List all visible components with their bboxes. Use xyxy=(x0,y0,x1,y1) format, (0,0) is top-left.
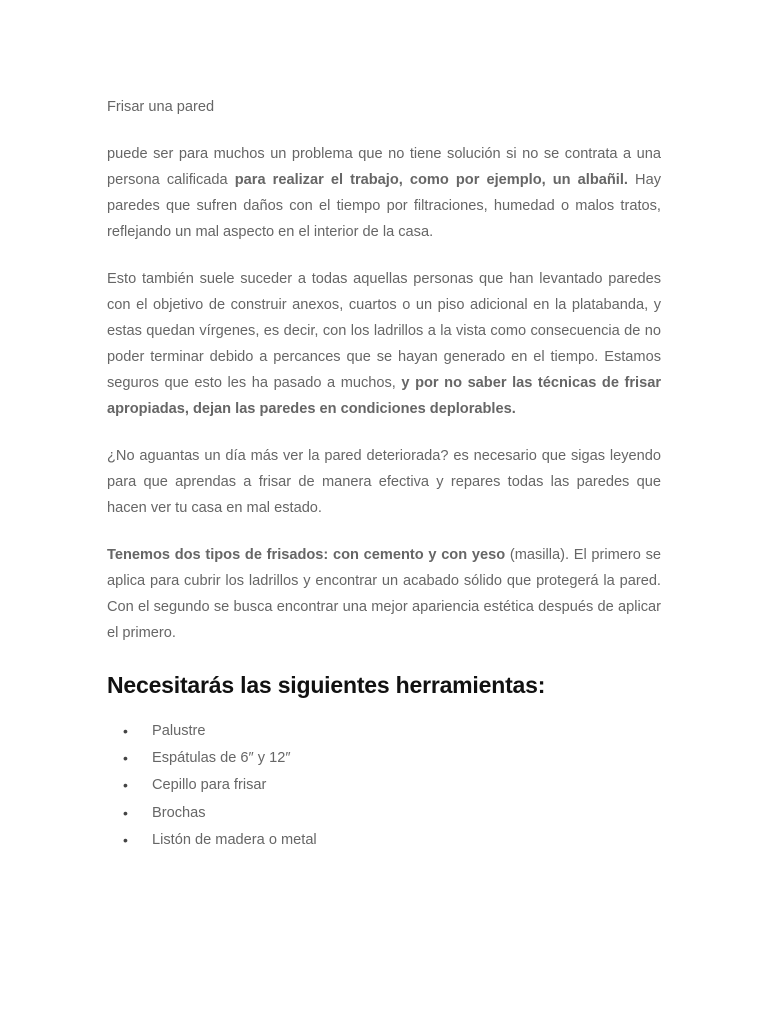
list-item-label: Cepillo para frisar xyxy=(152,777,267,794)
list-item-label: Palustre xyxy=(152,723,206,739)
paragraph-4-bold: Tenemos dos tipos de frisados: con cemento y con yeso xyxy=(107,547,506,563)
tools-list xyxy=(107,718,661,854)
list-item-label: Listón de madera o metal xyxy=(152,831,317,848)
tools-heading: Necesitarás las siguientes herramientas: xyxy=(107,672,546,698)
bullet-icon: • xyxy=(123,831,128,848)
list-item xyxy=(107,800,661,827)
paragraph-2 xyxy=(107,266,661,422)
article xyxy=(107,96,661,854)
paragraph-1-bold: para realizar el trabajo, como por ejemplo, un albañil. xyxy=(234,172,628,188)
list-item xyxy=(107,745,661,772)
paragraph-1-text-a: puede ser para muchos un problema que no tiene solución si no se contrata a una persona calificada xyxy=(107,146,661,188)
list-item-label: Espátulas de 6″ y 12″ xyxy=(152,750,291,767)
bullet-icon: • xyxy=(123,723,128,739)
list-item xyxy=(107,827,661,854)
bullet-icon: • xyxy=(123,804,128,821)
paragraph-1-text-b: Hay paredes que sufren daños con el tiempo por filtraciones, humedad o malos tratos, reflejando un mal aspecto en el interior de la casa. xyxy=(107,172,661,240)
bullet-icon: • xyxy=(123,750,128,767)
list-item xyxy=(107,772,661,799)
paragraph-4 xyxy=(107,542,661,646)
paragraph-1 xyxy=(107,141,661,245)
paragraph-2-bold: y por no saber las técnicas de frisar apropiadas, dejan las paredes en condiciones deplorables. xyxy=(107,375,662,417)
list-item xyxy=(107,718,661,745)
paragraph-3: ¿No aguantas un día más ver la pared deteriorada? es necesario que sigas leyendo para que aprendas a frisar de manera efectiva y repares todas las paredes que hacen ver tu casa en mal estado. xyxy=(107,448,661,516)
intro-title: Frisar una pared xyxy=(107,99,215,115)
bullet-icon: • xyxy=(123,777,128,794)
paragraph-4-text-b: (masilla). El primero se aplica para cubrir los ladrillos y encontrar un acabado sólido que protegerá la pared. Con el segundo se busca encontrar una mejor apariencia estética después de aplicar el primero. xyxy=(107,547,662,641)
list-item-label: Brochas xyxy=(152,804,206,821)
paragraph-2-text-a: Esto también suele suceder a todas aquellas personas que han levantado paredes con el objetivo de construir anexos, cuartos o un piso adicional en la platabanda, y estas quedan vírgenes, es decir, con los ladrillos a la vista como consecuencia de no poder terminar debido a percances que se hayan generado en el tiempo. Estamos seguros que esto les ha pasado a muchos, xyxy=(107,271,661,391)
